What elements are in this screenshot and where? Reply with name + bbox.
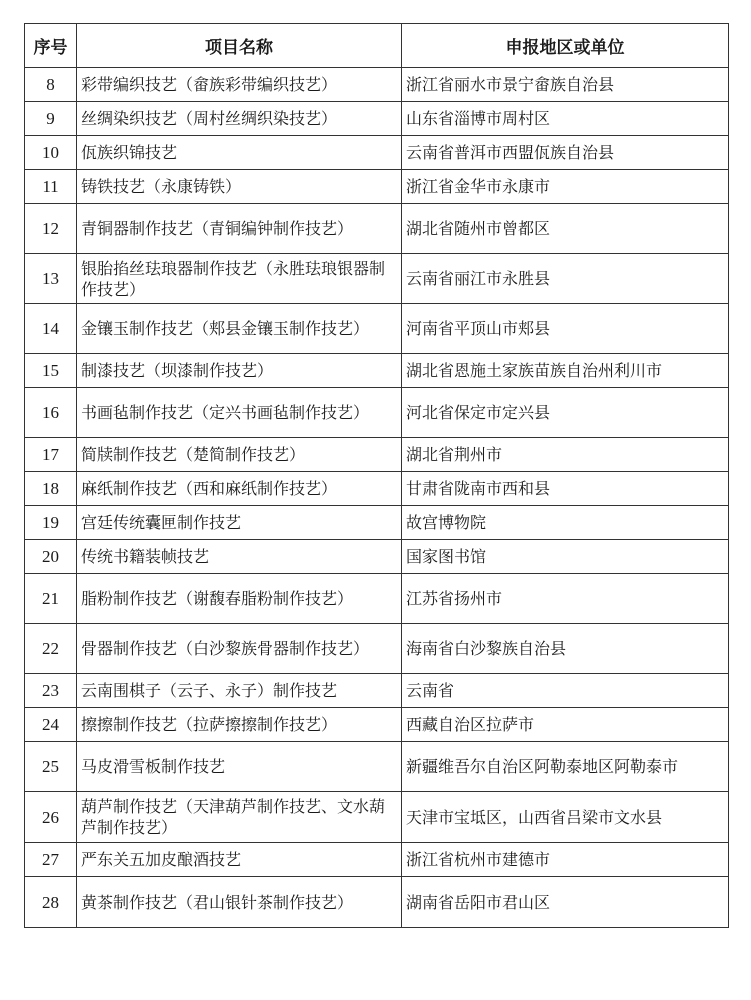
- table-row: [25, 102, 729, 136]
- row-index: 8: [25, 68, 77, 102]
- table-row: [25, 574, 729, 624]
- table-row: [25, 170, 729, 204]
- row-index: 24: [25, 708, 77, 742]
- row-project-name: 金镶玉制作技艺（郏县金镶玉制作技艺）: [77, 304, 402, 354]
- row-index: 13: [25, 254, 77, 304]
- row-project-name: 书画毡制作技艺（定兴书画毡制作技艺）: [77, 388, 402, 438]
- row-project-name: 骨器制作技艺（白沙黎族骨器制作技艺）: [77, 624, 402, 674]
- table-row: [25, 742, 729, 792]
- row-region: 湖北省恩施土家族苗族自治州利川市: [402, 354, 729, 388]
- row-region: 国家图书馆: [402, 540, 729, 574]
- row-index: 20: [25, 540, 77, 574]
- row-index: 26: [25, 792, 77, 843]
- table-row: [25, 204, 729, 254]
- row-project-name: 葫芦制作技艺（天津葫芦制作技艺、文水葫芦制作技艺）: [77, 792, 402, 843]
- row-project-name: 铸铁技艺（永康铸铁）: [77, 170, 402, 204]
- row-index: 12: [25, 204, 77, 254]
- row-index: 19: [25, 506, 77, 540]
- table-row: [25, 624, 729, 674]
- row-project-name: 传统书籍装帧技艺: [77, 540, 402, 574]
- row-index: 23: [25, 674, 77, 708]
- row-region: 湖北省随州市曾都区: [402, 204, 729, 254]
- row-region: 海南省白沙黎族自治县: [402, 624, 729, 674]
- table-row: [25, 843, 729, 877]
- table-row: [25, 354, 729, 388]
- header-project-name: 项目名称: [77, 24, 402, 68]
- row-region: 新疆维吾尔自治区阿勒泰地区阿勒泰市: [402, 742, 729, 792]
- row-project-name: 青铜器制作技艺（青铜编钟制作技艺）: [77, 204, 402, 254]
- row-index: 10: [25, 136, 77, 170]
- table-row: [25, 136, 729, 170]
- header-index: 序号: [25, 24, 77, 68]
- heritage-list-table-container: [24, 23, 728, 928]
- row-project-name: 擦擦制作技艺（拉萨擦擦制作技艺）: [77, 708, 402, 742]
- row-project-name: 制漆技艺（坝漆制作技艺）: [77, 354, 402, 388]
- row-project-name: 宫廷传统囊匣制作技艺: [77, 506, 402, 540]
- row-region: 河北省保定市定兴县: [402, 388, 729, 438]
- row-project-name: 银胎掐丝珐琅器制作技艺（永胜珐琅银器制作技艺）: [77, 254, 402, 304]
- row-index: 16: [25, 388, 77, 438]
- row-project-name: 脂粉制作技艺（谢馥春脂粉制作技艺）: [77, 574, 402, 624]
- row-project-name: 佤族织锦技艺: [77, 136, 402, 170]
- row-project-name: 麻纸制作技艺（西和麻纸制作技艺）: [77, 472, 402, 506]
- table-row: [25, 254, 729, 304]
- heritage-list-table: [24, 23, 729, 928]
- table-row: [25, 792, 729, 843]
- table-row: [25, 708, 729, 742]
- row-region: 云南省丽江市永胜县: [402, 254, 729, 304]
- row-index: 18: [25, 472, 77, 506]
- row-index: 25: [25, 742, 77, 792]
- table-row: [25, 388, 729, 438]
- row-region: 浙江省杭州市建德市: [402, 843, 729, 877]
- table-row: [25, 438, 729, 472]
- table-row: [25, 506, 729, 540]
- header-region: 申报地区或单位: [402, 24, 729, 68]
- table-row: [25, 472, 729, 506]
- row-project-name: 云南围棋子（云子、永子）制作技艺: [77, 674, 402, 708]
- row-project-name: 彩带编织技艺（畲族彩带编织技艺）: [77, 68, 402, 102]
- table-body: [25, 68, 729, 928]
- row-region: 河南省平顶山市郏县: [402, 304, 729, 354]
- row-project-name: 严东关五加皮酿酒技艺: [77, 843, 402, 877]
- row-region: 山东省淄博市周村区: [402, 102, 729, 136]
- table-row: [25, 304, 729, 354]
- row-region: 故宫博物院: [402, 506, 729, 540]
- row-region: 湖北省荆州市: [402, 438, 729, 472]
- row-region: 浙江省丽水市景宁畲族自治县: [402, 68, 729, 102]
- row-project-name: 马皮滑雪板制作技艺: [77, 742, 402, 792]
- row-region: 云南省: [402, 674, 729, 708]
- row-index: 14: [25, 304, 77, 354]
- row-region: 云南省普洱市西盟佤族自治县: [402, 136, 729, 170]
- row-index: 21: [25, 574, 77, 624]
- table-row: [25, 674, 729, 708]
- table-row: [25, 68, 729, 102]
- table-header-row: [25, 24, 729, 68]
- row-index: 28: [25, 877, 77, 928]
- table-row: [25, 877, 729, 928]
- row-index: 15: [25, 354, 77, 388]
- row-project-name: 黄茶制作技艺（君山银针茶制作技艺）: [77, 877, 402, 928]
- row-region: 甘肃省陇南市西和县: [402, 472, 729, 506]
- row-index: 27: [25, 843, 77, 877]
- row-index: 11: [25, 170, 77, 204]
- row-project-name: 简牍制作技艺（楚简制作技艺）: [77, 438, 402, 472]
- row-region: 江苏省扬州市: [402, 574, 729, 624]
- table-row: [25, 540, 729, 574]
- row-index: 9: [25, 102, 77, 136]
- row-index: 22: [25, 624, 77, 674]
- row-region: 天津市宝坻区，山西省吕梁市文水县: [402, 792, 729, 843]
- row-region: 湖南省岳阳市君山区: [402, 877, 729, 928]
- row-region: 浙江省金华市永康市: [402, 170, 729, 204]
- row-project-name: 丝绸染织技艺（周村丝绸织染技艺）: [77, 102, 402, 136]
- row-region: 西藏自治区拉萨市: [402, 708, 729, 742]
- row-index: 17: [25, 438, 77, 472]
